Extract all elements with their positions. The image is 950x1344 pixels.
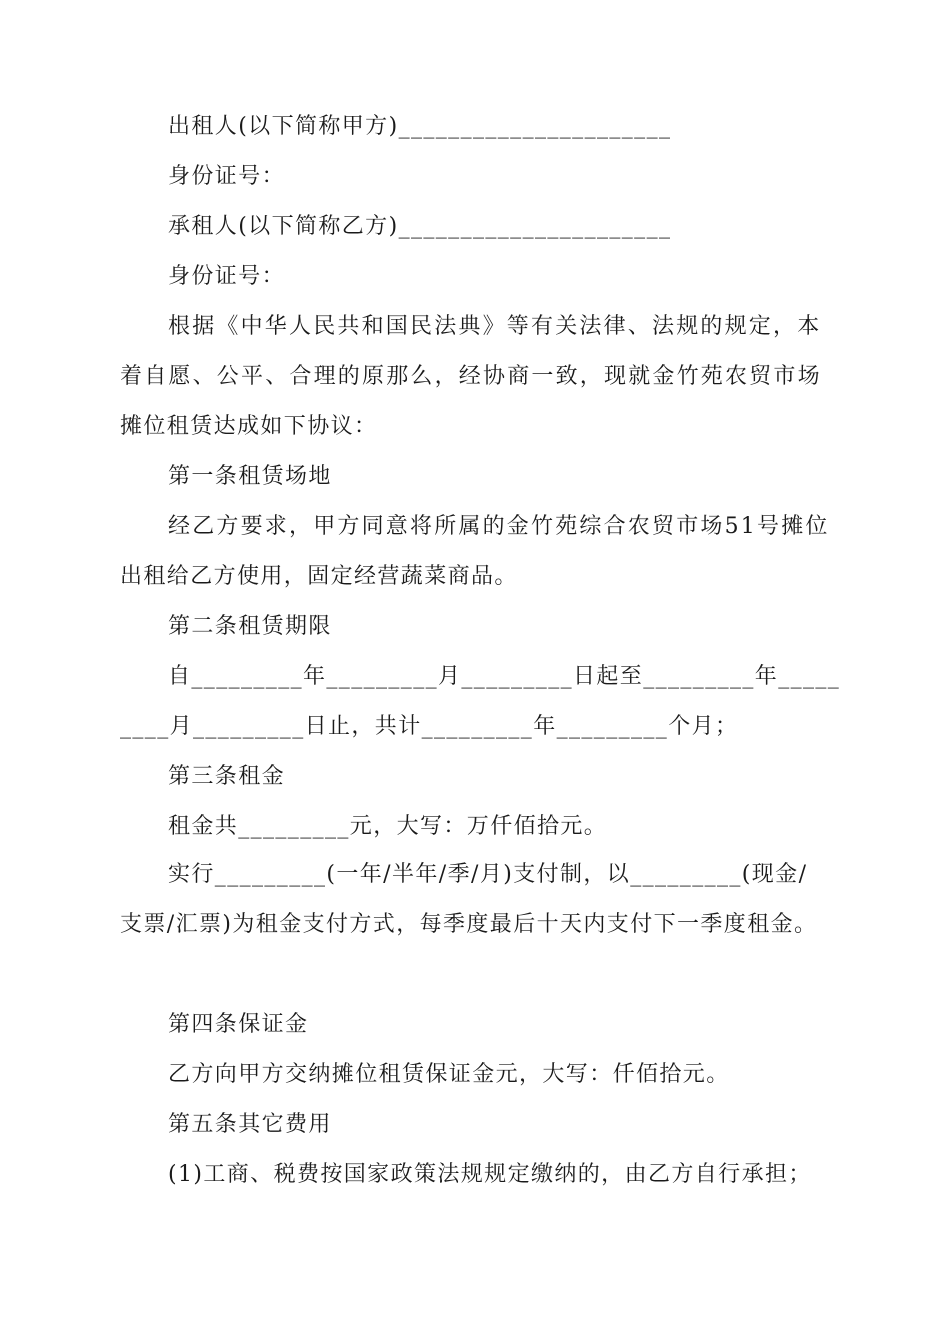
article-5-heading: 第五条其它费用 [168, 1112, 332, 1137]
article-1-heading: 第一条租赁场地 [168, 464, 332, 489]
lessor-id-line: 身份证号： [168, 164, 286, 189]
article-4-heading: 第四条保证金 [168, 1012, 309, 1037]
article-3-text-3: 支票/汇票)为租金支付方式，每季度最后十天内支付下一季度租金。 [120, 912, 818, 937]
article-2-text-1: 自_________年_________月_________日起至_________年_____ [168, 664, 841, 689]
lessor-line: 出租人(以下简称甲方)______________________ [168, 114, 672, 139]
article-3-text-1: 租金共_________元，大写：万仟佰拾元。 [168, 814, 608, 839]
article-1-text-1: 经乙方要求，甲方同意将所属的金竹苑综合农贸市场51号摊位 [168, 514, 830, 539]
lessee-line: 承租人(以下简称乙方)______________________ [168, 214, 672, 239]
preamble-line-1: 根据《中华人民共和国民法典》等有关法律、法规的规定，本 [168, 314, 822, 339]
preamble-line-2: 着自愿、公平、合理的原那么，经协商一致，现就金竹苑农贸市场 [120, 364, 822, 389]
article-5-text-1: (1)工商、税费按国家政策法规规定缴纳的，由乙方自行承担； [168, 1162, 812, 1187]
article-2-text-2: ____月_________日止，共计_________年_________个月； [120, 714, 739, 739]
article-3-heading: 第三条租金 [168, 764, 286, 789]
preamble-line-3: 摊位租赁达成如下协议： [120, 414, 378, 439]
article-3-text-2: 实行_________(一年/半年/季/月)支付制，以_________(现金/ [168, 862, 808, 887]
article-2-heading: 第二条租赁期限 [168, 614, 332, 639]
article-4-text-1: 乙方向甲方交纳摊位租赁保证金元，大写：仟佰拾元。 [168, 1062, 730, 1087]
lessee-id-line: 身份证号： [168, 264, 286, 289]
article-1-text-2: 出租给乙方使用，固定经营蔬菜商品。 [120, 564, 518, 589]
